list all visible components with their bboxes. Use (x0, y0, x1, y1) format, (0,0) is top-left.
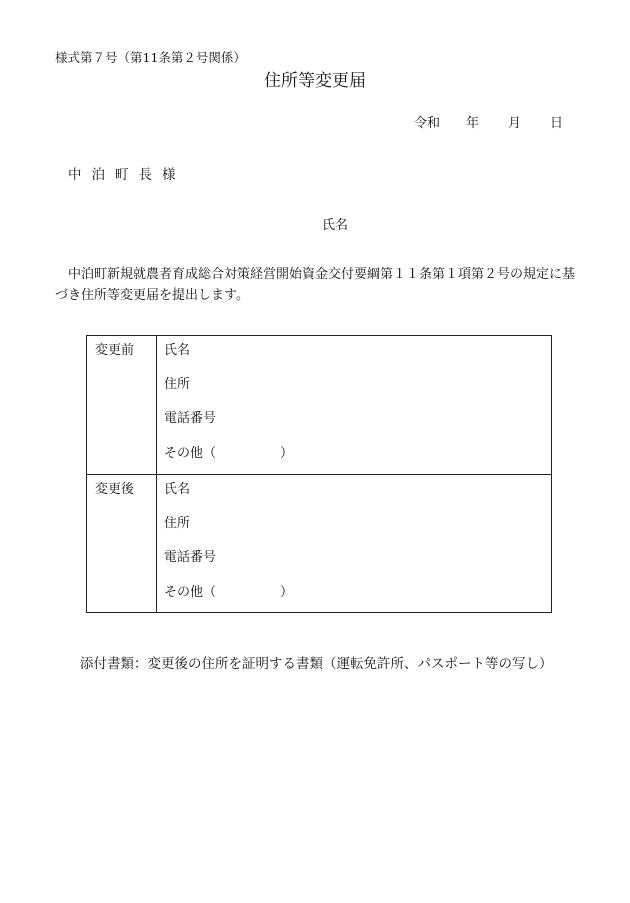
date-day: 日 (550, 116, 564, 131)
after-phone-field: 電話番号 (164, 550, 217, 565)
section-after-change (87, 474, 551, 613)
before-name-field: 氏名 (164, 343, 191, 358)
before-address-field: 住所 (164, 377, 191, 392)
body-paragraph (55, 264, 575, 306)
date-month: 月 (508, 116, 522, 131)
change-table (86, 335, 552, 613)
before-phone-field: 電話番号 (164, 411, 217, 426)
before-other-field: その他（ ） (164, 446, 294, 461)
after-other-field: その他（ ） (164, 585, 294, 600)
column-divider (156, 475, 157, 613)
date-era: 令和 (414, 116, 441, 131)
document-title: 住所等変更届 (264, 71, 366, 91)
form-number: 様式第７号（第11条第２号関係） (55, 50, 246, 65)
after-change-label: 変更後 (95, 482, 135, 497)
applicant-name-label: 氏名 (322, 218, 349, 233)
attachment-note: 添付書類：変更後の住所を証明する書類（運転免許所、パスポート等の写し） (80, 656, 553, 672)
after-name-field: 氏名 (164, 482, 191, 497)
addressee: 中泊町長様 (68, 167, 186, 183)
date-year: 年 (466, 116, 480, 131)
after-address-field: 住所 (164, 516, 191, 531)
body-text: 中泊町新規就農者育成総合対策経営開始資金交付要綱第１１条第１項第２号の規定に基づき住所等変更届を提出します。 (55, 267, 576, 303)
section-before-change (87, 336, 551, 474)
date-line (414, 112, 563, 131)
before-change-label: 変更前 (95, 343, 135, 358)
column-divider (156, 336, 157, 474)
